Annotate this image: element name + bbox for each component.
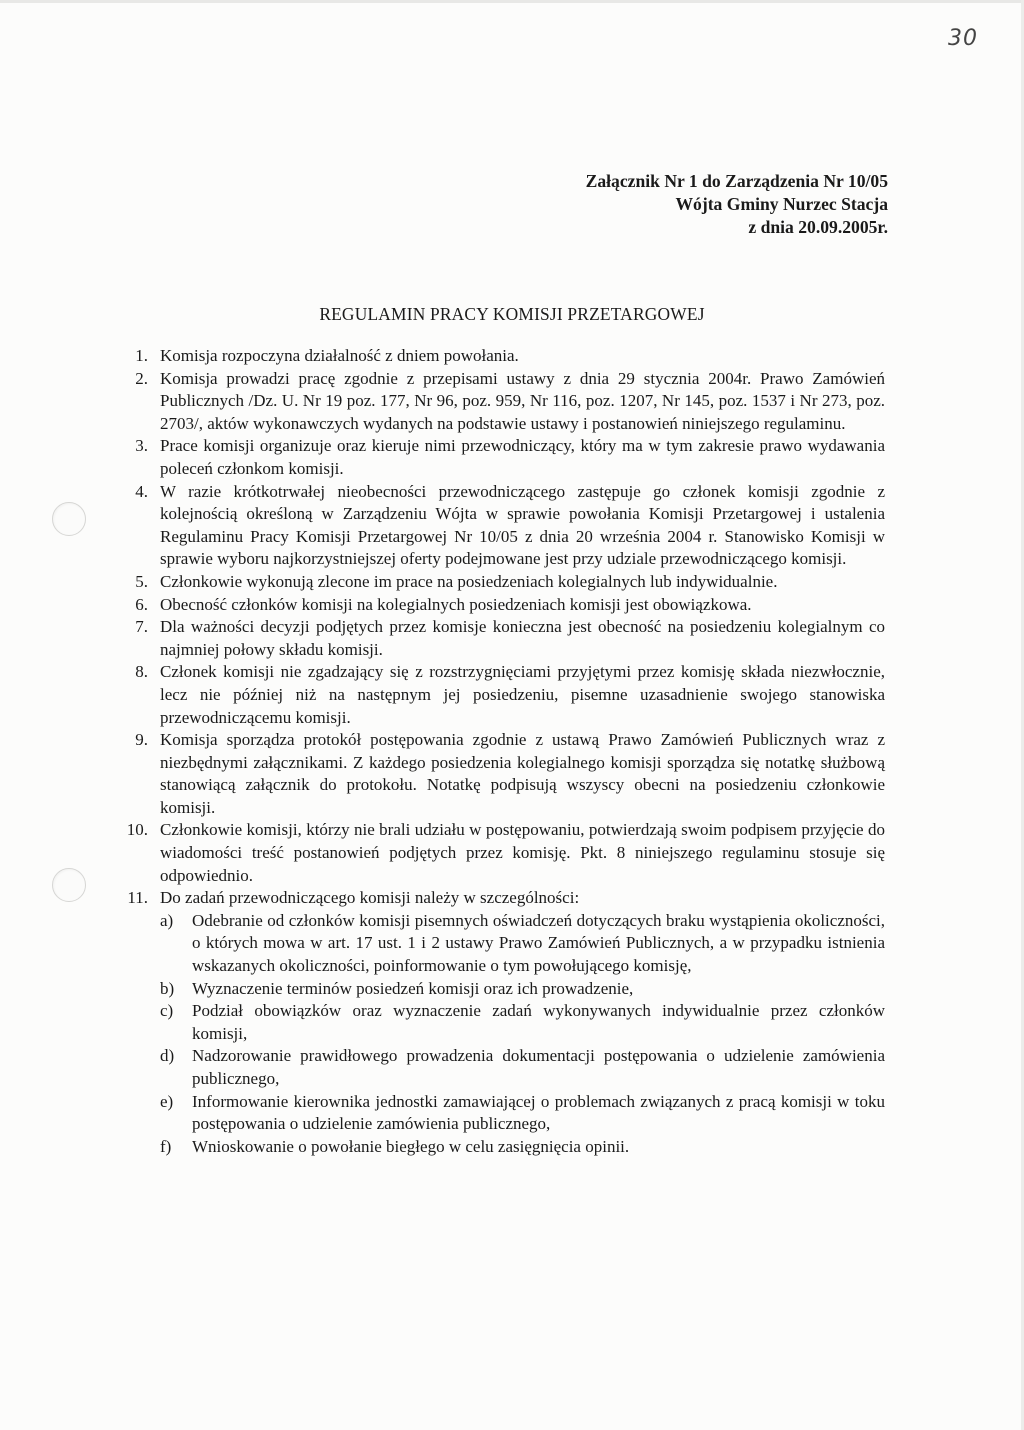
handwritten-page-number: 30 (948, 26, 978, 51)
list-item (120, 616, 885, 661)
header-line: z dnia 20.09.2005r. (748, 217, 888, 237)
sub-list-item (160, 978, 885, 1001)
item-number: 9. (135, 730, 148, 750)
sub-item-text: Podział obowiązków oraz wyznaczenie zadań wykonywanych indywidualnie przez członków komisji, (192, 1001, 885, 1043)
sub-item-text: Odebranie od członków komisji pisemnych oświadczeń dotyczących braku wystąpienia okoliczności, o których mowa w art. 17 ust. 1 i 2 ustawy Prawo Zamówień Publicznych, a w przypadku istnienia wskazanych okoliczności, poinformowanie o tym powołującego komisję, (192, 910, 885, 976)
item-number: 2. (135, 368, 148, 388)
item-number: 10. (126, 820, 148, 840)
list-item (120, 435, 885, 480)
document-title: REGULAMIN PRACY KOMISJI PRZETARGOWEJ (319, 304, 705, 324)
item-text: Komisja rozpoczyna działalność z dniem powołania. (160, 346, 519, 365)
sub-item-letter: a) (160, 910, 174, 930)
regulation-body (120, 345, 885, 1158)
item-text: Do zadań przewodniczącego komisji należy w szczególności: (160, 888, 580, 908)
list-item (120, 819, 885, 887)
list-item (120, 345, 885, 368)
list-item (120, 729, 885, 819)
sub-item-text: Wyznaczenie terminów posiedzeń komisji oraz ich prowadzenie, (192, 978, 634, 998)
sub-list-item (160, 910, 885, 978)
item-number: 6. (135, 594, 148, 614)
list-item (120, 368, 885, 436)
item-number: 1. (135, 346, 148, 365)
punch-hole (52, 868, 86, 902)
list-item (120, 594, 885, 617)
sub-item-letter: b) (160, 978, 175, 998)
sub-item-text: Informowanie kierownika jednostki zamawiającej o problemach związanych z pracą komisji w toku postępowania o udzielenie zamówienia publicznego, (192, 1091, 885, 1134)
sub-item-letter: c) (160, 1001, 174, 1021)
sub-list-item (160, 1000, 885, 1045)
item-text: Prace komisji organizuje oraz kieruje nimi przewodniczący, który ma w tym zakresie prawo wydawania poleceń członkom komisji. (160, 436, 885, 478)
scan-edge-top (0, 0, 1024, 3)
punch-hole (52, 502, 86, 536)
header-line: Załącznik Nr 1 do Zarządzenia Nr 10/05 (585, 171, 888, 191)
item-number: 8. (135, 662, 148, 682)
item-text: Komisja prowadzi pracę zgodnie z przepisami ustawy z dnia 29 stycznia 2004r. Prawo Zamówień Publicznych /Dz. U. Nr 19 poz. 177, Nr 96, poz. 959, Nr 116, poz. 1207, Nr 145, poz. 1537 i Nr 273, poz. 2703/, aktów wykonawczych wydanych na podstawie ustawy i postanowień niniejszego regulaminu. (160, 368, 885, 433)
sub-item-letter: e) (160, 1091, 174, 1111)
list-item (120, 481, 885, 571)
item-number: 5. (135, 571, 148, 591)
sub-item-text: Wnioskowanie o powołanie biegłego w celu zasięgnięcia opinii. (192, 1136, 630, 1156)
list-item (120, 661, 885, 729)
item-number: 3. (135, 436, 148, 456)
item-number: 7. (135, 617, 148, 637)
item-text: Członkowie komisji, którzy nie brali udziału w postępowaniu, potwierdzają swoim podpisem przyjęcie do wiadomości treść postanowień podjętych przez komisję. Pkt. 8 niniejszego regulaminu stosuje się odpowiednio. (160, 820, 885, 885)
item-number: 4. (135, 481, 148, 501)
sub-item-letter: d) (160, 1046, 175, 1066)
list-item (120, 571, 885, 594)
sub-list-item (160, 1045, 885, 1090)
item-text: Komisja sporządza protokół postępowania zgodnie z ustawą Prawo Zamówień Publicznych wraz z niezbędnymi załącznikami. Z każdego posiedzenia kolegialnego komisji sporządza się notatkę służbową stanowiącą załącznik do protokołu. Notatkę podpisują wszyscy obecni na posiedzeniu członkowie komisji. (160, 730, 885, 817)
item-text: Dla ważności decyzji podjętych przez komisje konieczna jest obecność na posiedzeniu kolegialnym co najmniej połowy składu komisji. (160, 617, 885, 659)
item-number: 11. (127, 888, 148, 908)
item-text: W razie krótkotrwałej nieobecności przewodniczącego zastępuje go członek komisji zgodnie z kolejnością określoną w Zarządzeniu Wójta w sprawie powołania Komisji Przetargowej i ustalenia Regulaminu Pracy Komisji Przetargowej Nr 10/05 z dnia 20 września 2004 r. Stanowisko Komisji w sprawie wyboru najkorzystniejszej oferty podejmowane jest przy udziale przewodniczącego komisji. (160, 481, 885, 569)
sub-list-item (160, 1091, 885, 1136)
sub-item-letter: f) (160, 1136, 172, 1156)
item-text: Obecność członków komisji na kolegialnych posiedzeniach komisji jest obowiązkowa. (160, 594, 752, 614)
attachment-header (586, 170, 888, 239)
sub-item-text: Nadzorowanie prawidłowego prowadzenia dokumentacji postępowania o udzielenie zamówienia publicznego, (192, 1046, 885, 1088)
sub-list-item (160, 1136, 885, 1159)
list-item (120, 887, 885, 1158)
header-line: Wójta Gminy Nurzec Stacja (675, 194, 888, 214)
item-text: Członek komisji nie zgadzający się z rozstrzygnięciami przyjętymi przez komisję składa niezwłocznie, lecz nie później niż na następnym jej posiedzeniu, pisemne uzasadnienie swojego stanowiska przewodniczącemu komisji. (160, 662, 885, 727)
item-text: Członkowie wykonują zlecone im prace na posiedzeniach kolegialnych lub indywidualnie. (160, 571, 778, 591)
